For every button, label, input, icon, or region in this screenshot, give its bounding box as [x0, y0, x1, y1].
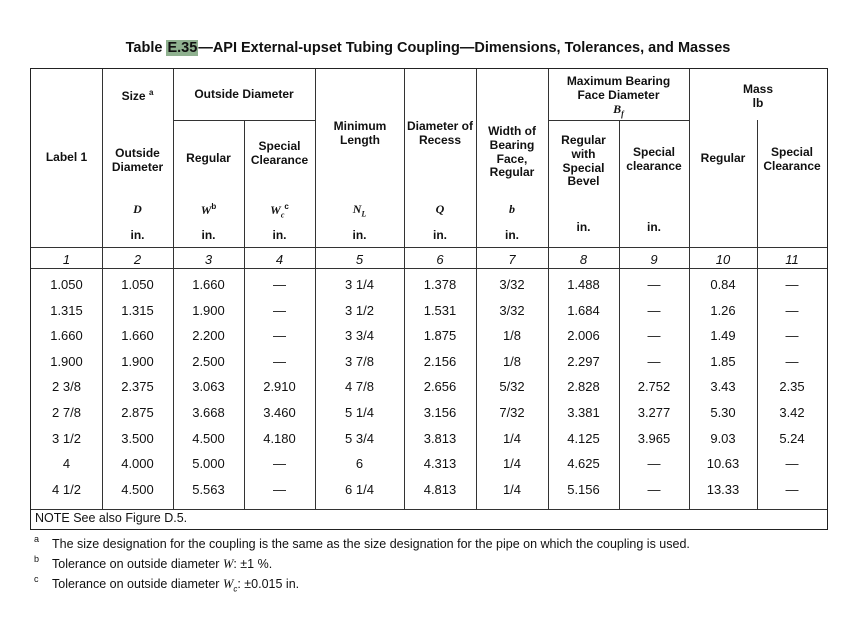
table-cell-W: 5.563 — [192, 481, 225, 497]
column-number: 1 — [62, 252, 71, 267]
column-number: 9 — [650, 252, 658, 267]
table-cell-mspc: — — [785, 277, 799, 292]
table-cell-Bf: 1.684 — [567, 302, 600, 318]
title-text: —API External-upset Tubing Coupling—Dimensions, Tolerances, and Masses — [198, 40, 731, 56]
table-cell-b: 1/4 — [502, 481, 522, 497]
symbol-Wc — [244, 202, 315, 220]
table-cell-Q: 1.531 — [423, 302, 457, 318]
table-cell-Bf: 4.125 — [567, 430, 600, 446]
table-cell-D: 2.875 — [121, 405, 154, 420]
table-cell-b: 1/4 — [502, 430, 522, 446]
table-cell-Bfc: — — [647, 302, 661, 318]
header-mass-special: Special Clearance — [763, 145, 821, 173]
symbol-b: b — [509, 202, 515, 216]
table-cell-label: 1.315 — [50, 302, 83, 318]
table-cell-mreg: 13.33 — [706, 481, 740, 497]
table-cell-D: 3.500 — [121, 430, 154, 446]
footnote-c-sub: c — [233, 584, 238, 594]
footnote-c-text — [52, 577, 299, 594]
table-cell-label: 4 — [62, 456, 71, 472]
table-cell-NL: 6 1/4 — [345, 481, 374, 497]
table-cell-Q: 3.156 — [423, 405, 457, 420]
header-label1: Label 1 — [45, 150, 88, 164]
header-max-bearing-line2: Face Diameter — [577, 87, 660, 102]
table-cell-Bfc: — — [647, 481, 661, 497]
header-regular-bevel: Regular with Special Bevel — [561, 133, 606, 189]
column-number: 2 — [133, 252, 142, 267]
table-cell-D: 1.900 — [121, 353, 154, 369]
symbol-Wc-sup: c — [284, 202, 289, 211]
symbol-NL — [315, 203, 404, 219]
coupling-table — [30, 68, 828, 530]
header-size-text: Size — [121, 89, 146, 103]
table-cell-mspc: 3.42 — [779, 405, 805, 420]
table-cell-mreg: 1.85 — [710, 353, 736, 369]
table-note: NOTE See also Figure D.5. — [35, 511, 188, 525]
table-cell-Wc: — — [273, 353, 286, 369]
footnote-c-post: : ±0.015 in. — [237, 577, 300, 591]
header-special-clearance: Special Clearance — [250, 139, 309, 167]
title-highlight: E.35 — [167, 40, 198, 56]
table-cell-Q: 4.813 — [423, 481, 457, 497]
table-cell-Q: 4.313 — [423, 456, 457, 472]
table-cell-b: 7/32 — [499, 405, 525, 420]
table-cell-NL: 6 — [355, 456, 364, 472]
table-cell-b: 1/8 — [502, 353, 522, 369]
table-cell-Bf: 2.297 — [567, 353, 600, 369]
table-cell-Bf: 5.156 — [567, 481, 600, 497]
table-cell-label: 2 3/8 — [52, 379, 81, 395]
table-cell-Bf: 2.828 — [567, 379, 600, 395]
table-cell-D: 1.315 — [121, 302, 154, 318]
table-cell-D: 4.500 — [121, 481, 154, 497]
table-cell-NL: 5 1/4 — [345, 405, 374, 420]
table-cell-W: 5.000 — [192, 456, 225, 472]
footnote-c-pre: Tolerance on outside diameter — [52, 577, 223, 591]
unit-NL: in. — [352, 228, 367, 242]
table-cell-Wc: — — [273, 481, 286, 497]
symbol-W — [173, 202, 244, 218]
table-cell-b: 3/32 — [499, 302, 525, 318]
bf-symbol-sub: f — [621, 108, 624, 118]
table-cell-Bfc: 3.277 — [637, 405, 671, 420]
header-max-bearing — [548, 75, 689, 118]
table-cell-label: 3 1/2 — [52, 430, 81, 446]
table-cell-mreg: 1.26 — [710, 302, 736, 318]
table-cell-Bfc: 3.965 — [637, 430, 671, 446]
symbol-W-letter: W — [200, 203, 212, 217]
symbol-W-sup: b — [211, 202, 217, 211]
symbol-Wc-letter: W — [270, 203, 281, 217]
table-cell-Bfc: — — [647, 277, 661, 292]
header-outside-diameter: Outside Diameter — [111, 146, 164, 174]
column-number: 3 — [204, 252, 213, 267]
table-cell-Bf: 1.488 — [567, 277, 600, 292]
table-cell-mreg: 9.03 — [710, 430, 736, 446]
symbol-Q: Q — [435, 202, 445, 216]
header-mass-line1: Mass — [742, 82, 774, 96]
table-cell-label: 1.900 — [50, 353, 83, 369]
table-cell-mspc: — — [785, 328, 799, 344]
table-cell-Wc: — — [273, 302, 286, 318]
footnote-a-text: The size designation for the coupling is the same as the size designation for the pipe on which the coupling is used. — [52, 537, 690, 551]
table-cell-label: 1.660 — [50, 328, 83, 344]
table-cell-Wc: 3.460 — [263, 405, 296, 420]
table-cell-b: 1/4 — [502, 456, 522, 472]
table-cell-NL: 5 3/4 — [345, 430, 374, 446]
table-cell-Q: 3.813 — [423, 430, 457, 446]
table-cell-D: 4.000 — [121, 456, 154, 472]
table-cell-NL: 3 3/4 — [345, 328, 374, 344]
table-cell-D: 1.050 — [121, 277, 154, 292]
table-cell-mspc: — — [785, 456, 799, 472]
footnote-b-post: : ±1 %. — [233, 557, 273, 571]
table-cell-D: 1.660 — [121, 328, 154, 344]
unit-b: in. — [505, 228, 519, 242]
header-size — [102, 88, 173, 104]
unit-W: in. — [201, 228, 216, 242]
footnote-b-sym: W — [222, 557, 234, 571]
table-cell-W: 2.500 — [192, 353, 225, 369]
footnote-b-text — [52, 557, 272, 572]
unit-Q: in. — [433, 228, 447, 242]
table-cell-mspc: 2.35 — [779, 379, 805, 395]
footnote-b-pre: Tolerance on outside diameter — [52, 557, 223, 571]
header-mass — [689, 83, 827, 111]
column-number: 4 — [275, 252, 284, 267]
unit-D: in. — [130, 228, 145, 242]
table-cell-W: 2.200 — [192, 328, 225, 344]
table-title — [0, 40, 856, 56]
header-outside-diameter-group: Outside Diameter — [194, 87, 294, 101]
table-cell-b: 5/32 — [499, 379, 525, 395]
table-cell-Bfc: — — [647, 328, 661, 344]
table-cell-label: 2 7/8 — [52, 405, 81, 420]
symbol-D: D — [133, 202, 142, 216]
table-cell-Wc: 2.910 — [263, 379, 296, 395]
symbol-NL-sub: L — [361, 209, 367, 219]
table-cell-mspc: — — [785, 481, 799, 497]
table-cell-label: 4 1/2 — [52, 481, 81, 497]
table-cell-W: 1.900 — [192, 302, 225, 318]
unit-Bfc: in. — [647, 220, 661, 234]
table-cell-label: 1.050 — [50, 277, 83, 292]
table-cell-Bf: 4.625 — [567, 456, 600, 472]
header-minimum-length: Minimum Length — [333, 119, 387, 147]
table-cell-mspc: 5.24 — [779, 430, 805, 446]
header-max-bearing-line1: Maximum Bearing — [566, 74, 671, 88]
footnote-b-mark: b — [34, 554, 40, 564]
table-cell-Q: 2.156 — [423, 353, 457, 369]
column-number: 8 — [579, 252, 588, 267]
table-cell-mspc: — — [785, 353, 799, 369]
column-number: 5 — [355, 252, 364, 267]
table-cell-Bfc: — — [647, 456, 661, 472]
table-cell-mreg: 3.43 — [710, 379, 736, 395]
table-cell-W: 4.500 — [192, 430, 225, 446]
table-cell-mspc: — — [785, 302, 799, 318]
table-cell-Q: 1.378 — [423, 277, 457, 292]
footnote-c-mark: c — [34, 574, 39, 584]
unit-Wc: in. — [272, 228, 287, 242]
column-number: 11 — [785, 252, 799, 267]
footnote-a-mark: a — [34, 534, 40, 544]
header-bf-symbol — [548, 103, 689, 119]
header-mass-regular: Regular — [700, 151, 746, 165]
table-cell-Bf: 2.006 — [567, 328, 600, 344]
column-number: 10 — [715, 252, 731, 267]
table-cell-Wc: — — [273, 328, 286, 344]
table-cell-mreg: 0.84 — [710, 277, 736, 292]
symbol-NL-letter: N — [352, 202, 362, 216]
table-cell-Q: 2.656 — [423, 379, 457, 395]
header-mass-line2: lb — [752, 95, 764, 110]
table-cell-mreg: 1.49 — [710, 328, 736, 344]
header-diameter-recess: Diameter of Recess — [406, 119, 474, 147]
table-cell-Bfc: 2.752 — [637, 379, 671, 395]
table-cell-NL: 4 7/8 — [345, 379, 374, 395]
unit-Bf: in. — [576, 220, 591, 234]
header-special-clearance-lc: Special clearance — [626, 145, 682, 173]
title-prefix: Table — [125, 40, 167, 56]
table-cell-W: 1.660 — [192, 277, 225, 292]
table-cell-Bf: 3.381 — [567, 405, 600, 420]
table-cell-Bfc: — — [647, 353, 661, 369]
header-width-bearing: Width of Bearing Face, Regular — [488, 124, 536, 180]
table-cell-W: 3.668 — [192, 405, 225, 420]
bf-symbol-letter: B — [613, 101, 622, 116]
header-regular: Regular — [186, 151, 231, 165]
column-number: 6 — [436, 252, 444, 267]
footnote-c-sym: W — [222, 577, 234, 591]
table-cell-D: 2.375 — [121, 379, 154, 395]
table-cell-b: 1/8 — [502, 328, 522, 344]
table-cell-Wc: — — [273, 456, 286, 472]
table-cell-Q: 1.875 — [423, 328, 457, 344]
symbol-Wc-sub: c — [280, 210, 285, 220]
table-cell-Wc: 4.180 — [263, 430, 296, 446]
table-cell-mreg: 5.30 — [710, 405, 736, 420]
table-cell-NL: 3 1/4 — [345, 277, 374, 292]
table-cell-b: 3/32 — [499, 277, 525, 292]
table-cell-mreg: 10.63 — [706, 456, 740, 472]
table-cell-NL: 3 1/2 — [345, 302, 374, 318]
column-number: 7 — [508, 252, 516, 267]
table-cell-W: 3.063 — [192, 379, 225, 395]
table-cell-Wc: — — [273, 277, 286, 292]
table-cell-NL: 3 7/8 — [345, 353, 374, 369]
header-size-sup: a — [148, 88, 154, 97]
